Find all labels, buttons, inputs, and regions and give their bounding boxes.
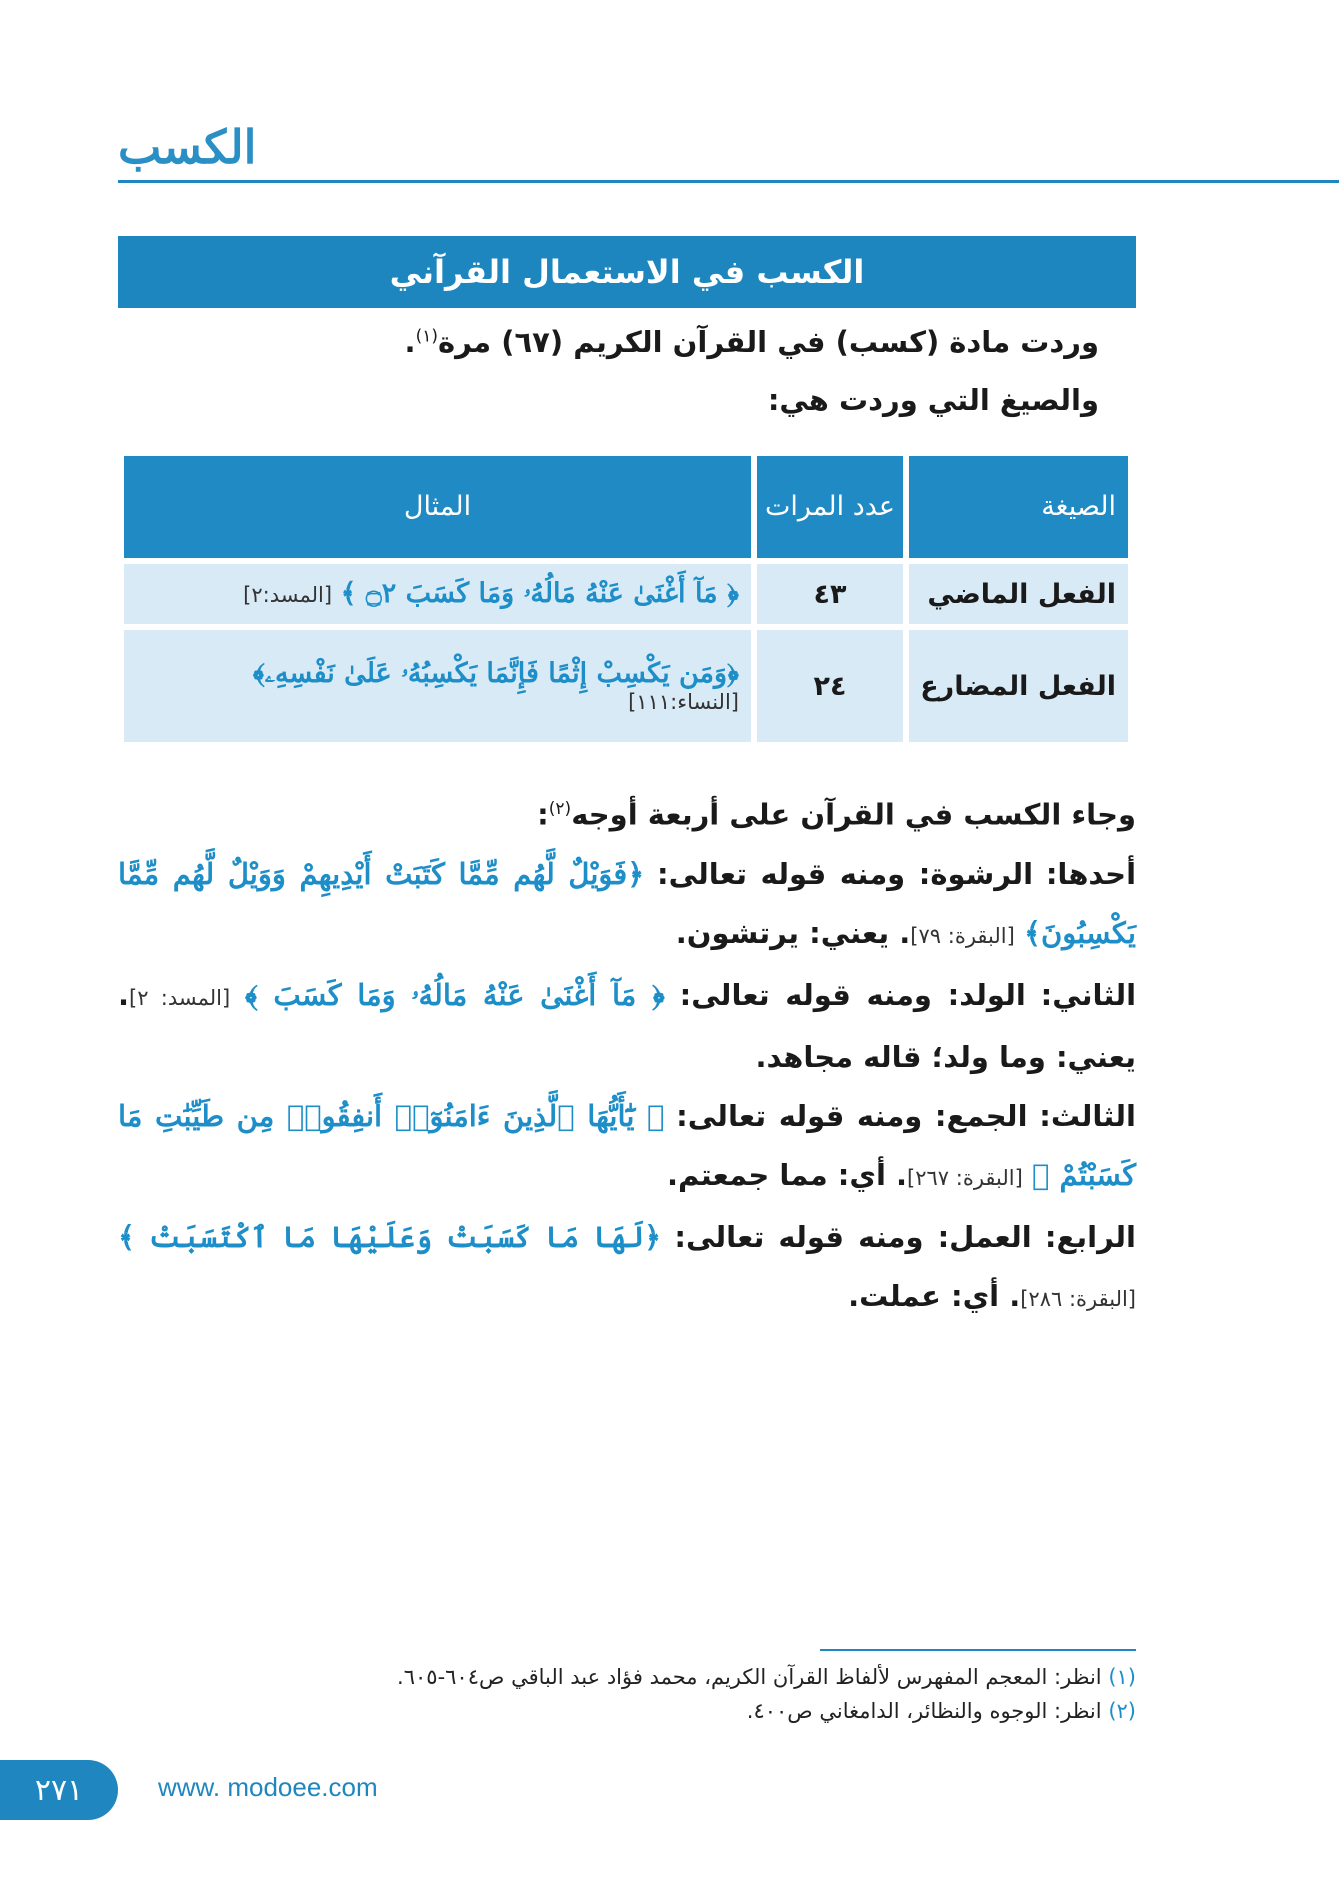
meaning-tail: . يعني: وما ولد؛ قاله مجاهد. bbox=[118, 977, 1136, 1074]
footnote bbox=[118, 1660, 1136, 1694]
page-number: ٢٧١ bbox=[0, 1760, 118, 1820]
footnote-rule bbox=[820, 1649, 1136, 1651]
meaning-text: العمل: ومنه قوله تعالى: bbox=[674, 1219, 1032, 1254]
meanings-intro-text: وجاء الكسب في القرآن على أربعة أوجه bbox=[571, 797, 1136, 832]
footnote-text: انظر: المعجم المفهرس لألفاظ القرآن الكريم، محمد فؤاد عبد الباقي ص٦٠٤-٦٠٥. bbox=[397, 1665, 1102, 1689]
running-title: الكسب bbox=[118, 120, 257, 174]
verse-text: ﴿فَوَيْلٌ لَّهُم مِّمَّا كَتَبَتْ أَيْدِيهِمْ وَوَيْلٌ لَّهُم مِّمَّا يَكْسِبُونَ﴾ bbox=[118, 856, 1136, 950]
meaning-item bbox=[118, 1087, 1136, 1208]
cell-example bbox=[124, 630, 751, 742]
table-row bbox=[124, 564, 1128, 624]
intro-end: . bbox=[404, 325, 416, 359]
meanings-intro bbox=[118, 780, 1136, 845]
meaning-tail: . أي: مما جمعتم. bbox=[667, 1157, 908, 1192]
meaning-label: الرابع: bbox=[1044, 1219, 1136, 1254]
verse-reference: [المسد:٢] bbox=[243, 583, 333, 607]
footnote-ref-1[interactable]: (١) bbox=[415, 326, 438, 347]
footnote-ref-2[interactable]: (٢) bbox=[548, 799, 572, 819]
table-header-row bbox=[124, 456, 1128, 558]
verse-text: ﴿لَهَا مَا كَسَبَتْ وَعَلَيْهَا مَا ٱكْتَسَبَتْ ﴾ bbox=[118, 1219, 662, 1254]
verse-reference: [البقرة: ٢٦٧] bbox=[907, 1165, 1023, 1190]
intro-line-2: والصيغ التي وردت هي: bbox=[767, 383, 1099, 417]
verse-text: ﴿وَمَن يَكْسِبْ إِثْمًا فَإِنَّمَا يَكْسِبُهُۥ عَلَىٰ نَفْسِهِۦ﴾ bbox=[252, 658, 739, 689]
cell-example bbox=[124, 564, 751, 624]
verse-text: ﴿ مَآ أَغْنَىٰ عَنْهُ مَالُهُۥ وَمَا كَسَبَ ۝٢ ﴾ bbox=[340, 578, 739, 609]
verse-reference: [البقرة: ٢٨٦] bbox=[1020, 1286, 1136, 1311]
meaning-item bbox=[118, 845, 1136, 966]
meaning-item bbox=[118, 1208, 1136, 1329]
forms-table bbox=[118, 450, 1134, 748]
section-banner: الكسب في الاستعمال القرآني bbox=[118, 236, 1136, 308]
meaning-label: أحدها: bbox=[1045, 856, 1137, 891]
cell-form: الفعل المضارع bbox=[909, 630, 1128, 742]
header-rule bbox=[118, 180, 1339, 183]
meaning-tail: . أي: عملت. bbox=[848, 1278, 1021, 1313]
verse-reference: [النساء:١١١] bbox=[628, 690, 739, 714]
cell-count: ٢٤ bbox=[757, 630, 903, 742]
header-count: عدد المرات bbox=[757, 456, 903, 558]
meaning-text: الجمع: ومنه قوله تعالى: bbox=[676, 1098, 1028, 1133]
meaning-label: الثاني: bbox=[1040, 977, 1137, 1012]
footnote-number: (٢) bbox=[1108, 1699, 1136, 1723]
intro-text: وردت مادة (كسب) في القرآن الكريم (٦٧) مرة bbox=[437, 325, 1099, 359]
header-form: الصيغة bbox=[909, 456, 1128, 558]
verse-text: ﴿ مَآ أَغْنَىٰ عَنْهُ مَالُهُۥ وَمَا كَسَبَ ﴾ bbox=[244, 977, 665, 1012]
meaning-item bbox=[118, 966, 1136, 1087]
meaning-text: الرشوة: ومنه قوله تعالى: bbox=[656, 856, 1034, 891]
header-example: المثال bbox=[124, 456, 751, 558]
cell-count: ٤٣ bbox=[757, 564, 903, 624]
footnote-text: انظر: الوجوه والنظائر، الدامغاني ص٤٠٠. bbox=[746, 1699, 1102, 1723]
meanings-section bbox=[118, 780, 1136, 1329]
footnotes bbox=[118, 1660, 1136, 1728]
footnote-number: (١) bbox=[1108, 1665, 1136, 1689]
cell-form: الفعل الماضي bbox=[909, 564, 1128, 624]
meanings-intro-end: : bbox=[537, 797, 549, 832]
verse-reference: [المسد: ٢] bbox=[129, 985, 231, 1010]
meaning-label: الثالث: bbox=[1039, 1098, 1136, 1133]
intro-line-1 bbox=[405, 325, 1099, 359]
footnote bbox=[118, 1694, 1136, 1728]
table-row bbox=[124, 630, 1128, 742]
meaning-text: الولد: ومنه قوله تعالى: bbox=[679, 977, 1026, 1012]
meaning-tail: . يعني: يرتشون. bbox=[675, 915, 911, 950]
verse-text: ﴿ يَٰٓأَيُّهَا ٱلَّذِينَ ءَامَنُوٓا۟ أَنفِقُوا۟ مِن طَيِّبَٰتِ مَا كَسَبْتُمْ ﴾ bbox=[118, 1098, 1136, 1192]
verse-reference: [البقرة: ٧٩] bbox=[910, 923, 1015, 948]
site-url[interactable]: www. modoee.com bbox=[158, 1772, 378, 1802]
